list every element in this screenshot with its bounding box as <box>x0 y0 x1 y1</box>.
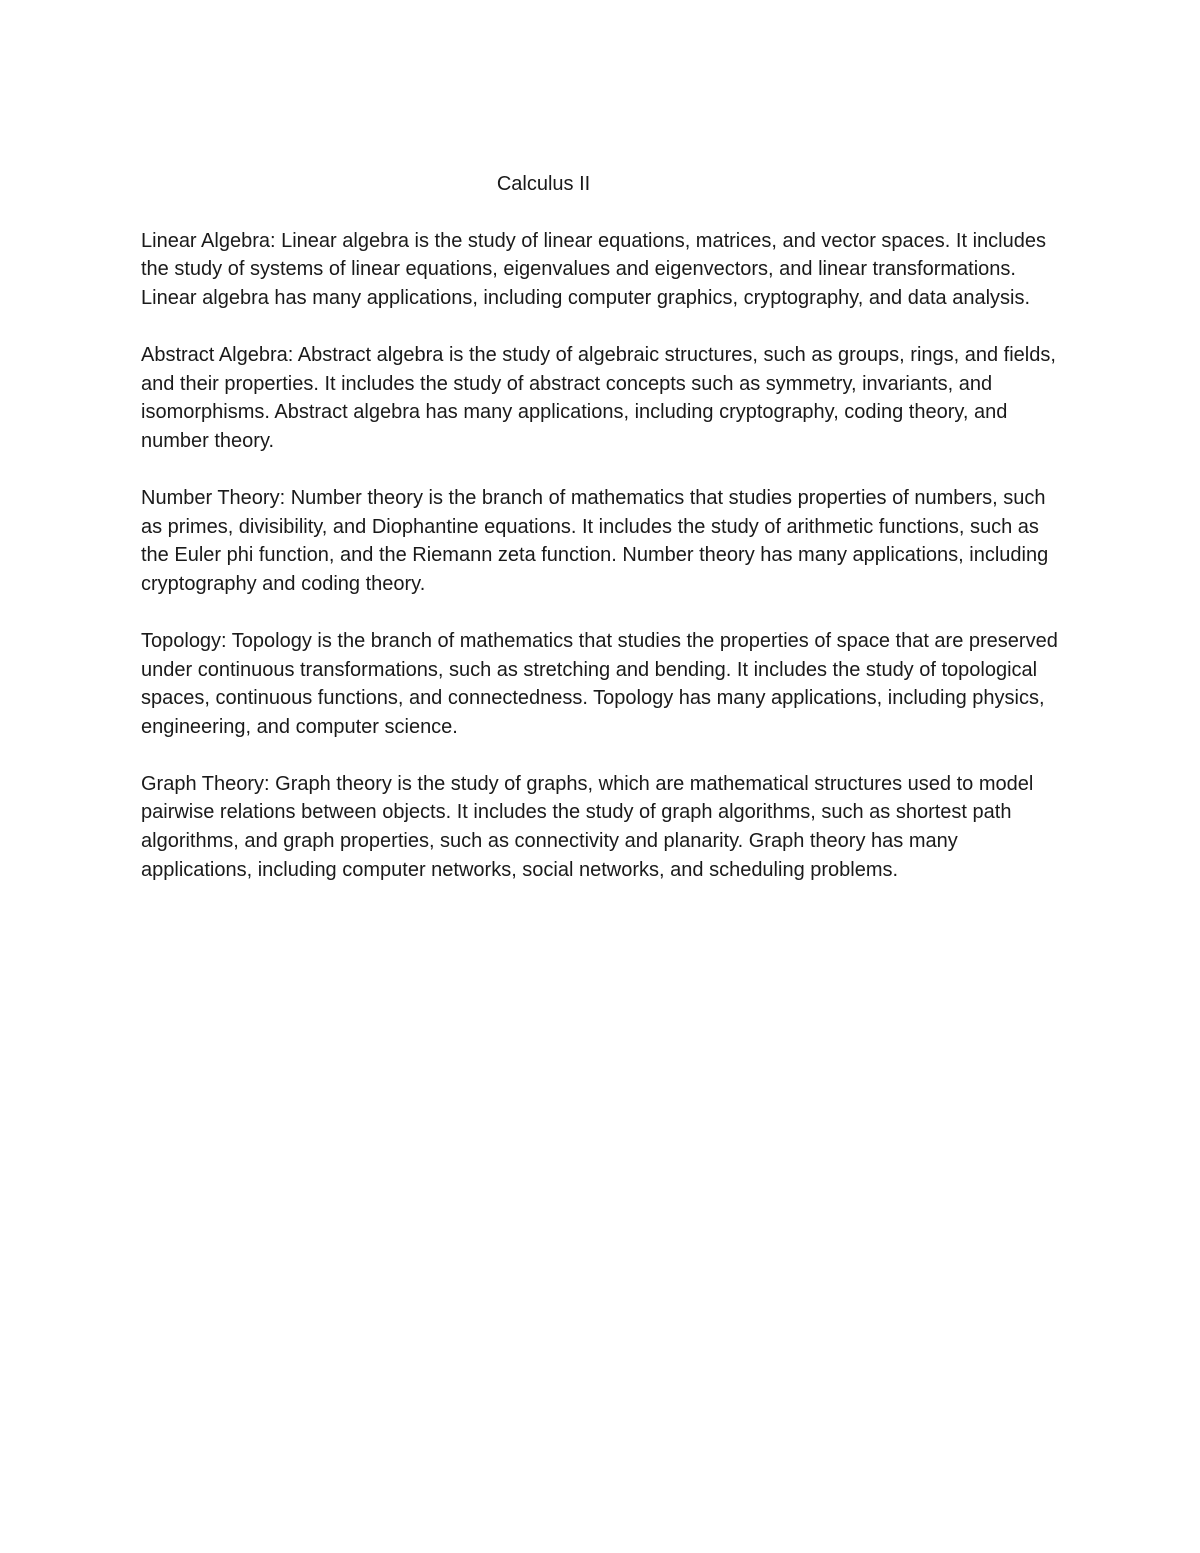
paragraph-number-theory: Number Theory: Number theory is the branch of mathematics that studies properties of numbers, such as primes, divisibility, and Diophantine equations. It includes the study of arithmetic functions, such as the Euler phi function, and the Riemann zeta function. Number theory has many applications, including cryptography and coding theory. <box>141 486 1049 595</box>
paragraph-abstract-algebra: Abstract Algebra: Abstract algebra is the study of algebraic structures, such as groups, rings, and fields, and their properties. It includes the study of abstract concepts such as symmetry, invariants, and isomorphisms. Abstract algebra has many applications, including cryptography, coding theory, and number theory. <box>141 343 1056 452</box>
paragraph-topology: Topology: Topology is the branch of mathematics that studies the properties of space that are preserved under continuous transformations, such as stretching and bending. It includes the study of topological spaces, continuous functions, and connectedness. Topology has many applications, including physics, engineering, and computer science. <box>141 629 1058 738</box>
document-title: Calculus II <box>496 173 591 195</box>
document-body <box>141 170 1066 913</box>
paragraph-graph-theory: Graph Theory: Graph theory is the study of graphs, which are mathematical structures used to model pairwise relations between objects. It includes the study of graph algorithms, such as shortest path algorithms, and graph properties, such as connectivity and planarity. Graph theory has many applications, including computer networks, social networks, and scheduling problems. <box>141 772 1034 881</box>
paragraph-linear-algebra: Linear Algebra: Linear algebra is the study of linear equations, matrices, and vector spaces. It includes the study of systems of linear equations, eigenvalues and eigenvectors, and linear transformations. Linear algebra has many applications, including computer graphics, cryptography, and data analysis. <box>141 229 1046 309</box>
